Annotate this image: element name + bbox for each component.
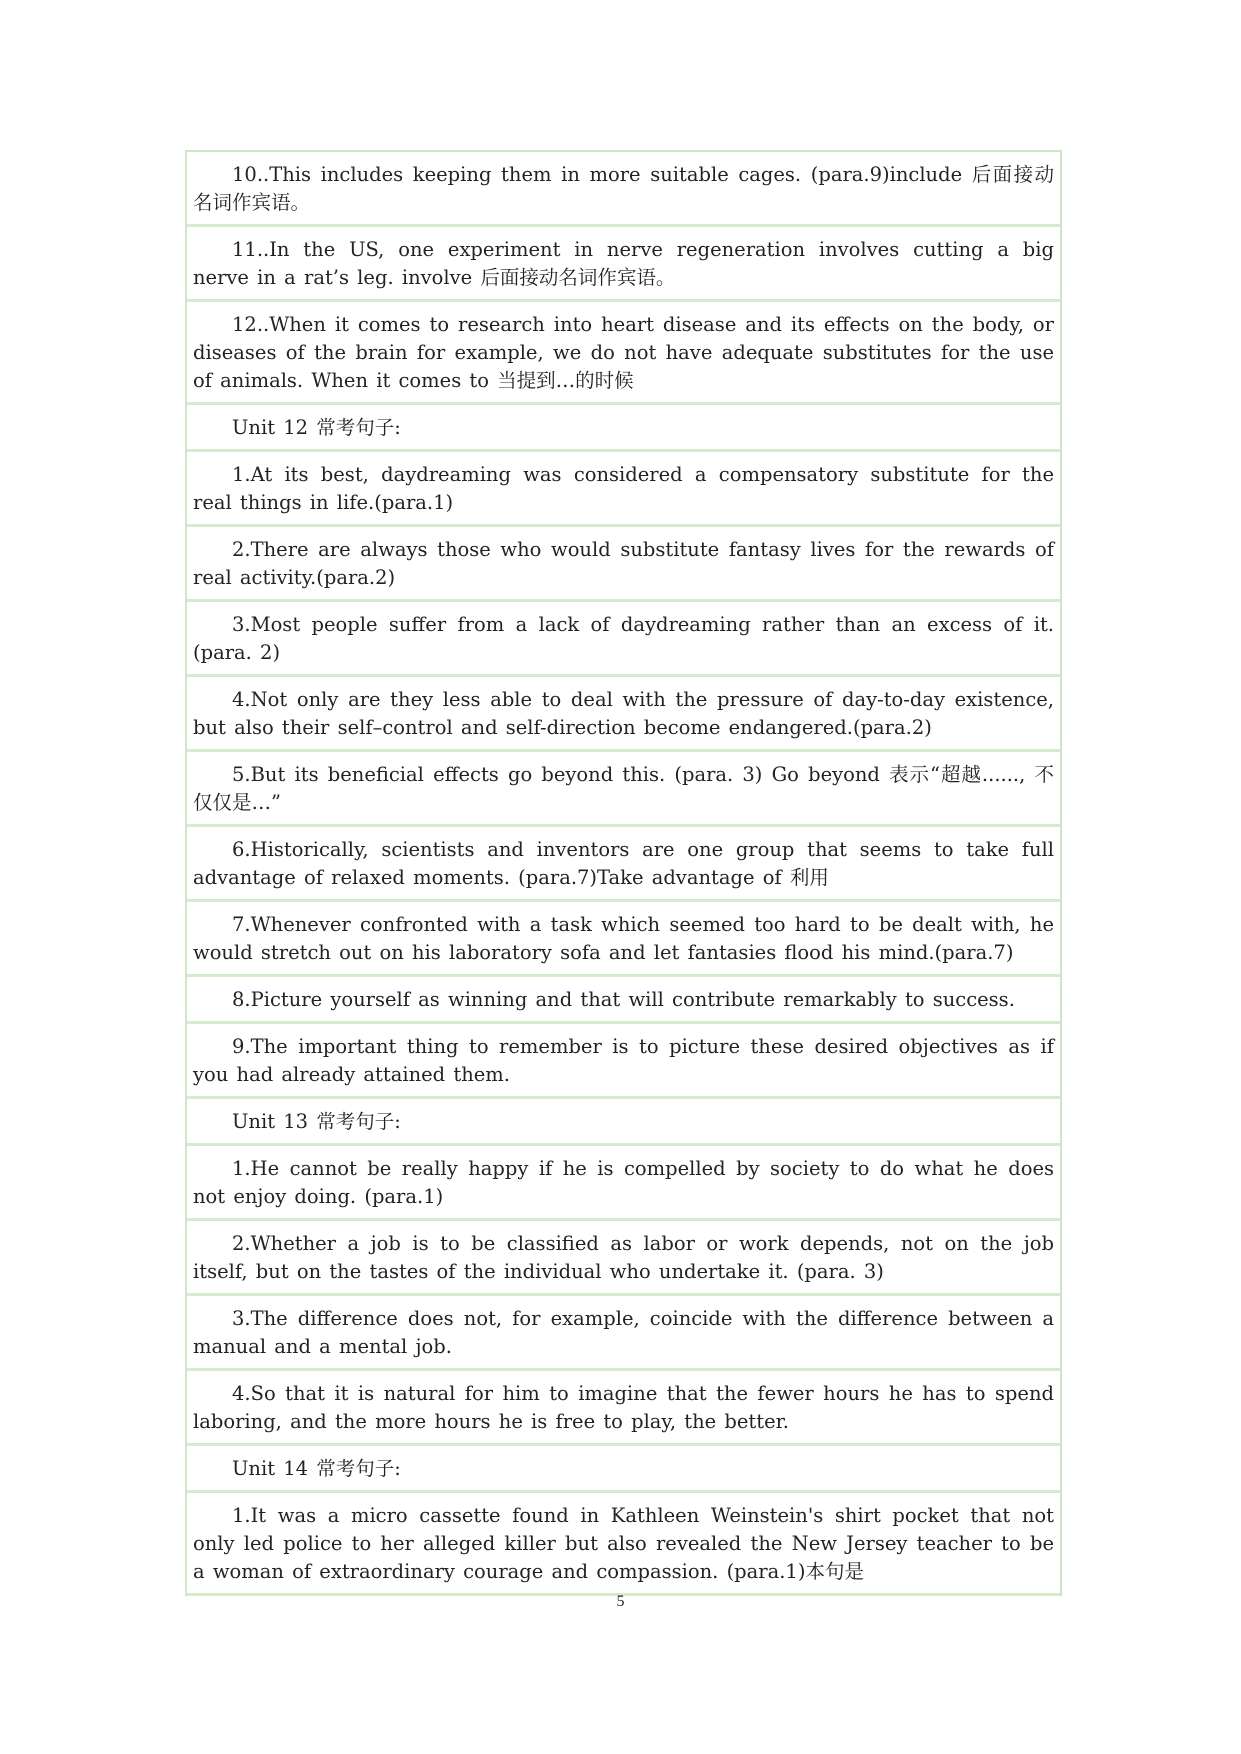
table-row: 6.Historically, scientists and inventors are one group that seems to take full advantage of relaxed moments. (para.7)Take advantage of 利用 bbox=[187, 827, 1060, 902]
table-row: 2.Whether a job is to be classified as labor or work depends, not on the job itself, but on the tastes of the individual who undertake it. (para. 3) bbox=[187, 1221, 1060, 1296]
unit-heading: Unit 12 常考句子: bbox=[187, 405, 1060, 452]
table-row: 11..In the US, one experiment in nerve regeneration involves cutting a big nerve in a rat’s leg. involve 后面接动名词作宾语。 bbox=[187, 227, 1060, 302]
table-row: 2.There are always those who would substitute fantasy lives for the rewards of real activity.(para.2) bbox=[187, 527, 1060, 602]
table-row: 12..When it comes to research into heart disease and its effects on the body, or diseases of the brain for example, we do not have adequate substitutes for the use of animals. When it comes to 当提到…的时候 bbox=[187, 302, 1060, 405]
table-row: 1.He cannot be really happy if he is compelled by society to do what he does not enjoy doing. (para.1) bbox=[187, 1146, 1060, 1221]
unit-heading: Unit 14 常考句子: bbox=[187, 1446, 1060, 1493]
table-row: 1.At its best, daydreaming was considered a compensatory substitute for the real things in life.(para.1) bbox=[187, 452, 1060, 527]
table-row: 4.Not only are they less able to deal with the pressure of day-to-day existence, but also their self–control and self-direction become endangered.(para.2) bbox=[187, 677, 1060, 752]
sentence-table bbox=[185, 150, 1062, 1596]
table-row: 1.It was a micro cassette found in Kathleen Weinstein's shirt pocket that not only led police to her alleged killer but also revealed the New Jersey teacher to be a woman of extraordinary courage and compassion. (para.1)本句是 bbox=[187, 1493, 1060, 1596]
table-row: 4.So that it is natural for him to imagine that the fewer hours he has to spend laboring, and the more hours he is free to play, the better. bbox=[187, 1371, 1060, 1446]
table-row: 3.The difference does not, for example, coincide with the difference between a manual and a mental job. bbox=[187, 1296, 1060, 1371]
table-row: 3.Most people suffer from a lack of daydreaming rather than an excess of it. (para. 2) bbox=[187, 602, 1060, 677]
page-number: 5 bbox=[616, 1593, 625, 1610]
table-row: 5.But its beneficial effects go beyond this. (para. 3) Go beyond 表示“超越......, 不仅仅是…” bbox=[187, 752, 1060, 827]
table-row: 8.Picture yourself as winning and that will contribute remarkably to success. bbox=[187, 977, 1060, 1024]
table-row: 10..This includes keeping them in more suitable cages. (para.9)include 后面接动名词作宾语。 bbox=[187, 152, 1060, 227]
table-row: 9.The important thing to remember is to picture these desired objectives as if you had already attained them. bbox=[187, 1024, 1060, 1099]
table-row: 7.Whenever confronted with a task which seemed too hard to be dealt with, he would stretch out on his laboratory sofa and let fantasies flood his mind.(para.7) bbox=[187, 902, 1060, 977]
unit-heading: Unit 13 常考句子: bbox=[187, 1099, 1060, 1146]
